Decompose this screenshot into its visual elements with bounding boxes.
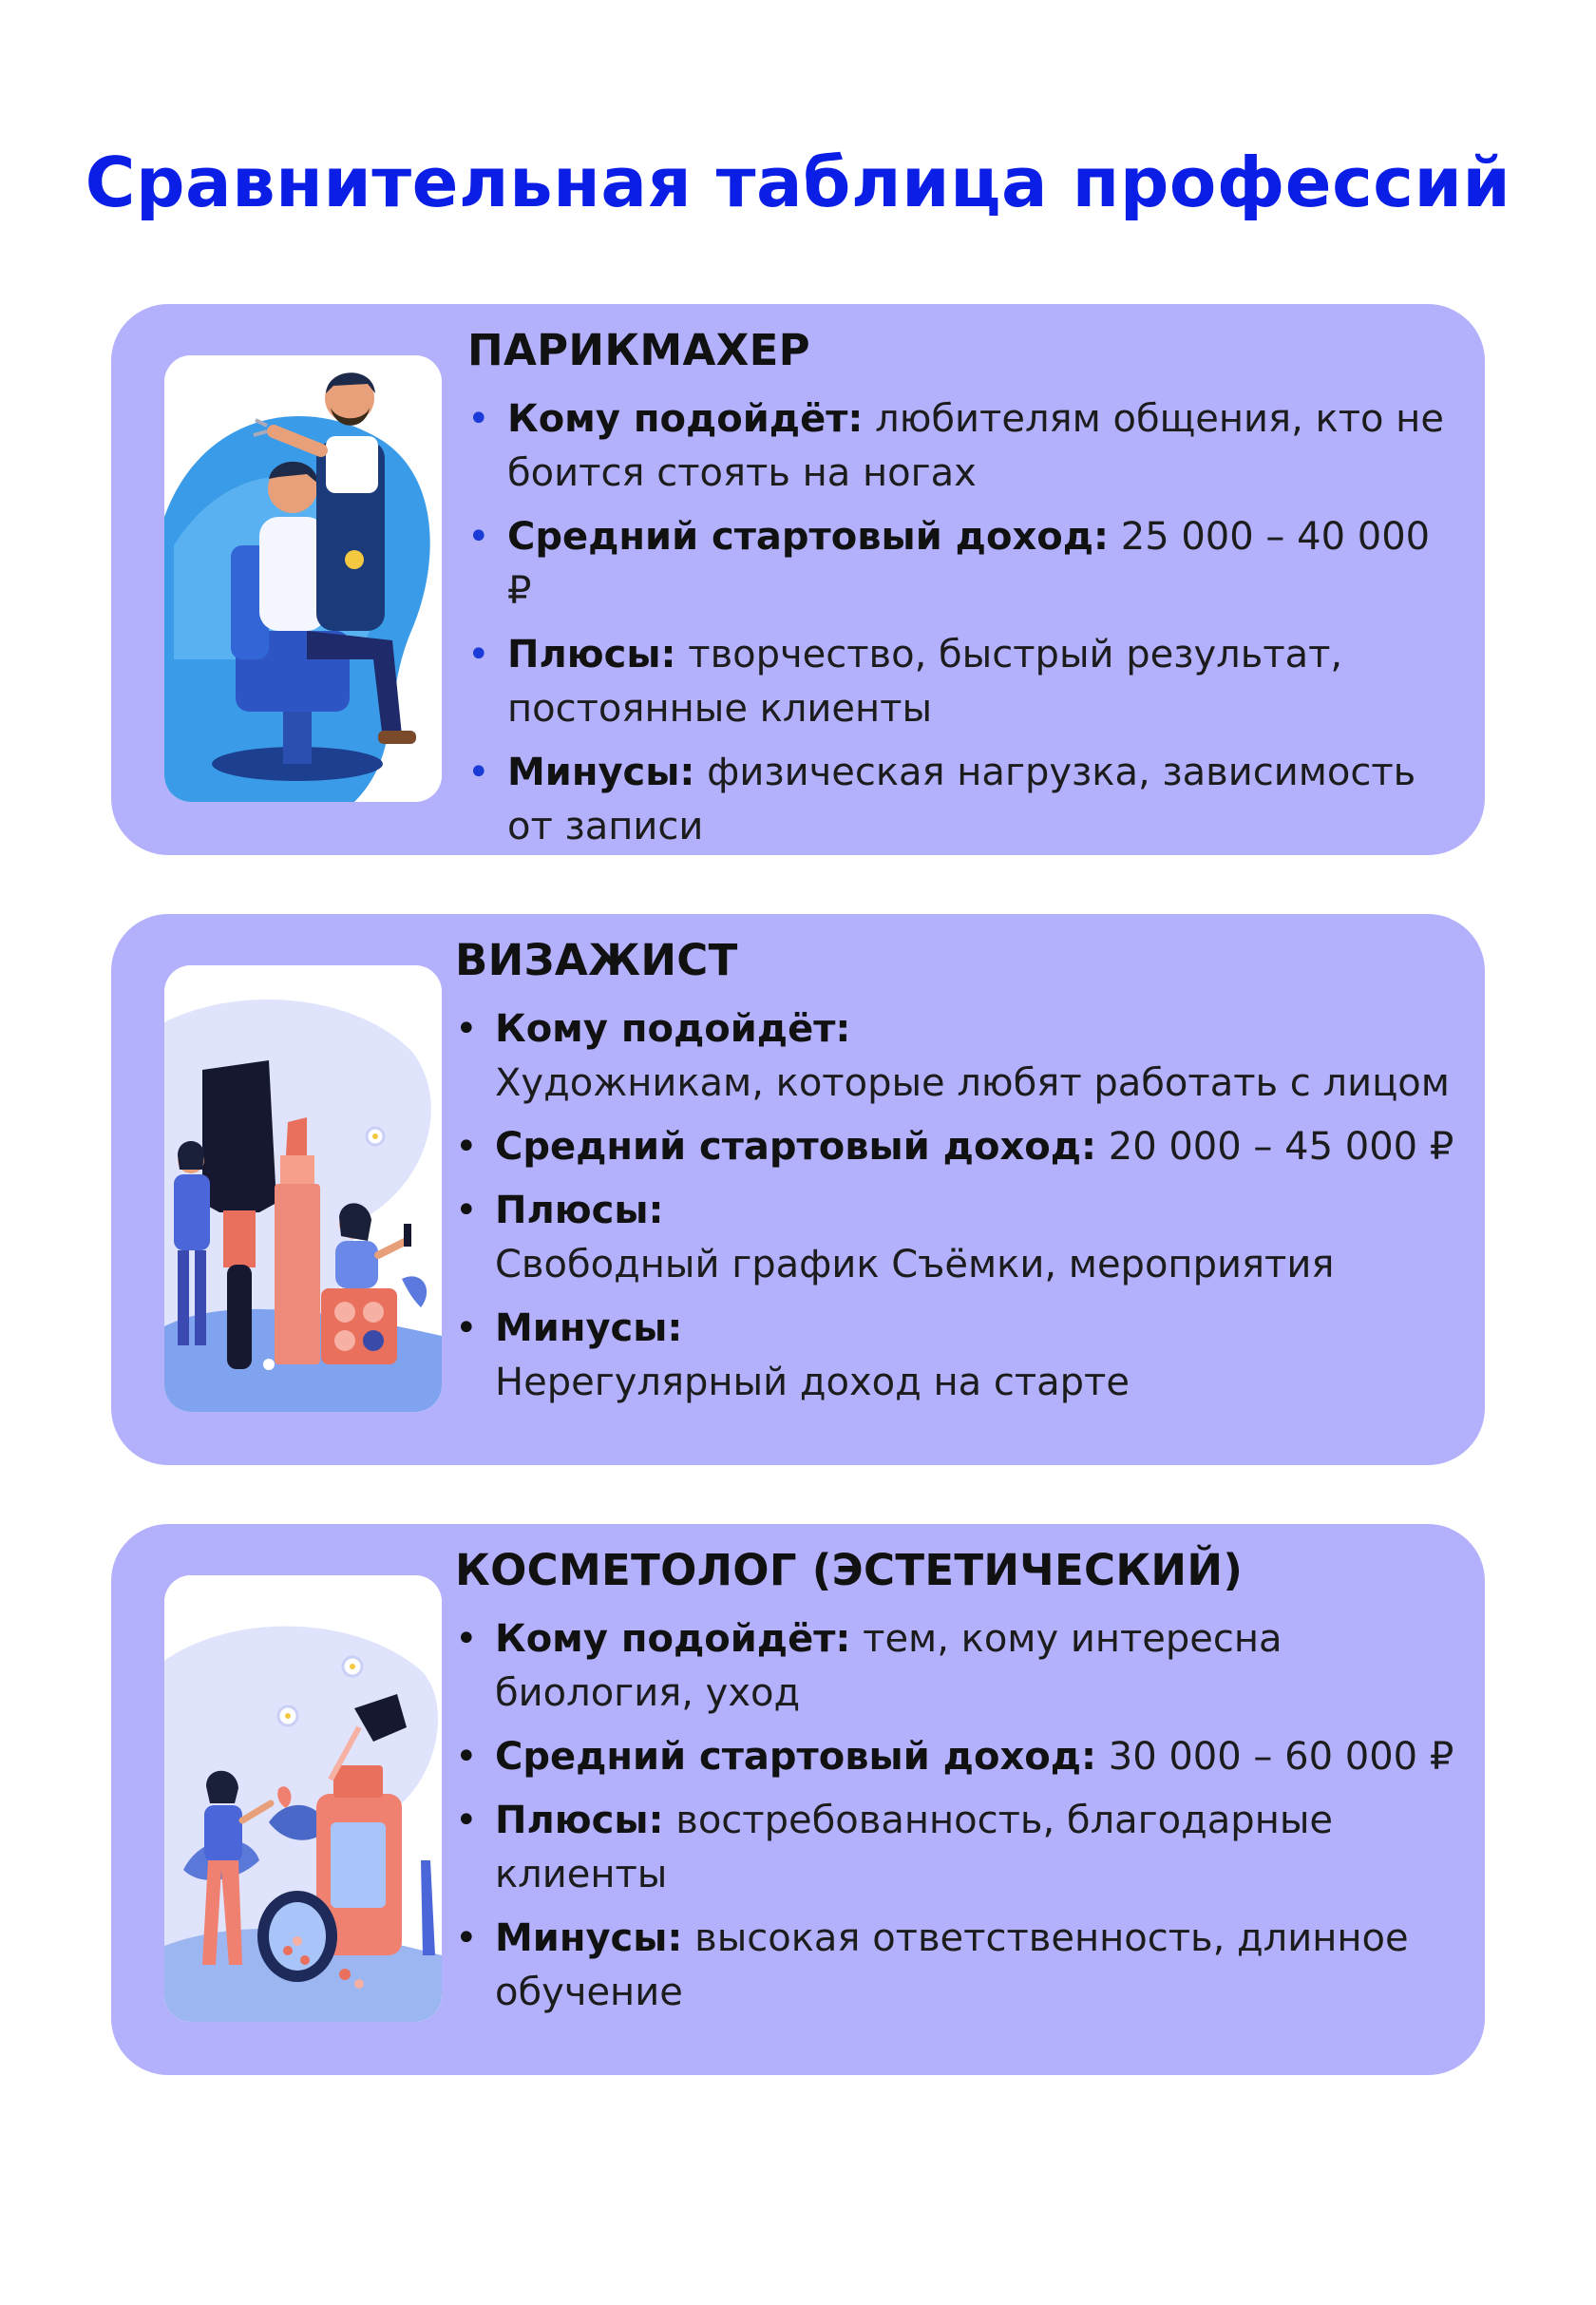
list-item: • Минусы: Нерегулярный доход на старте	[455, 1302, 1466, 1410]
bullet-icon: •	[467, 397, 490, 441]
profession-card-cosmetologist	[111, 1524, 1485, 2075]
list-item: • Минусы: высокая ответственность, длинное обучение	[455, 1912, 1466, 2020]
list-item: • Минусы: физическая нагрузка, зависимость от записи	[467, 746, 1466, 854]
bullet-icon: •	[455, 1735, 478, 1779]
profession-details	[455, 1002, 1466, 1410]
profession-title: КОСМЕТОЛОГ (ЭСТЕТИЧЕСКИЙ)	[455, 1545, 1244, 1595]
profession-card-hairdresser	[111, 304, 1485, 855]
list-item: • Кому подойдёт: тем, кому интересна биология, уход	[455, 1612, 1466, 1721]
list-item: • Плюсы: востребованность, благодарные клиенты	[455, 1794, 1466, 1902]
profession-title: ВИЗАЖИСТ	[455, 935, 738, 985]
bullet-icon: •	[455, 1125, 478, 1169]
cosmetologist-illustration	[164, 1575, 442, 2022]
makeup-artist-illustration	[164, 965, 442, 1412]
list-item: • Плюсы: Свободный график Съёмки, мероприятия	[455, 1184, 1466, 1292]
bullet-icon: •	[467, 515, 490, 559]
bullet-icon: •	[455, 1306, 478, 1350]
list-item: • Средний стартовый доход: 25 000 – 40 000 ₽	[467, 510, 1466, 619]
profession-title: ПАРИКМАХЕР	[467, 325, 810, 375]
bullet-icon: •	[455, 1799, 478, 1842]
list-item: • Кому подойдёт: любителям общения, кто не боится стоять на ногах	[467, 392, 1466, 501]
profession-details	[455, 1612, 1466, 2020]
list-item: • Плюсы: творчество, быстрый результат, постоянные клиенты	[467, 628, 1466, 736]
bullet-icon: •	[467, 633, 490, 676]
page-title: Сравнительная таблица профессий	[85, 143, 1511, 222]
bullet-icon: •	[455, 1007, 478, 1051]
bullet-icon: •	[455, 1916, 478, 1960]
bullet-icon: •	[467, 751, 490, 794]
list-item: • Средний стартовый доход: 30 000 – 60 000 ₽	[455, 1730, 1466, 1784]
list-item: • Средний стартовый доход: 20 000 – 45 000 ₽	[455, 1120, 1466, 1174]
list-item: • Кому подойдёт: Художникам, которые любят работать с лицом	[455, 1002, 1466, 1111]
bullet-icon: •	[455, 1189, 478, 1232]
hairdresser-illustration	[164, 355, 442, 802]
profession-card-makeup-artist	[111, 914, 1485, 1465]
profession-details	[467, 392, 1466, 854]
bullet-icon: •	[455, 1617, 478, 1661]
